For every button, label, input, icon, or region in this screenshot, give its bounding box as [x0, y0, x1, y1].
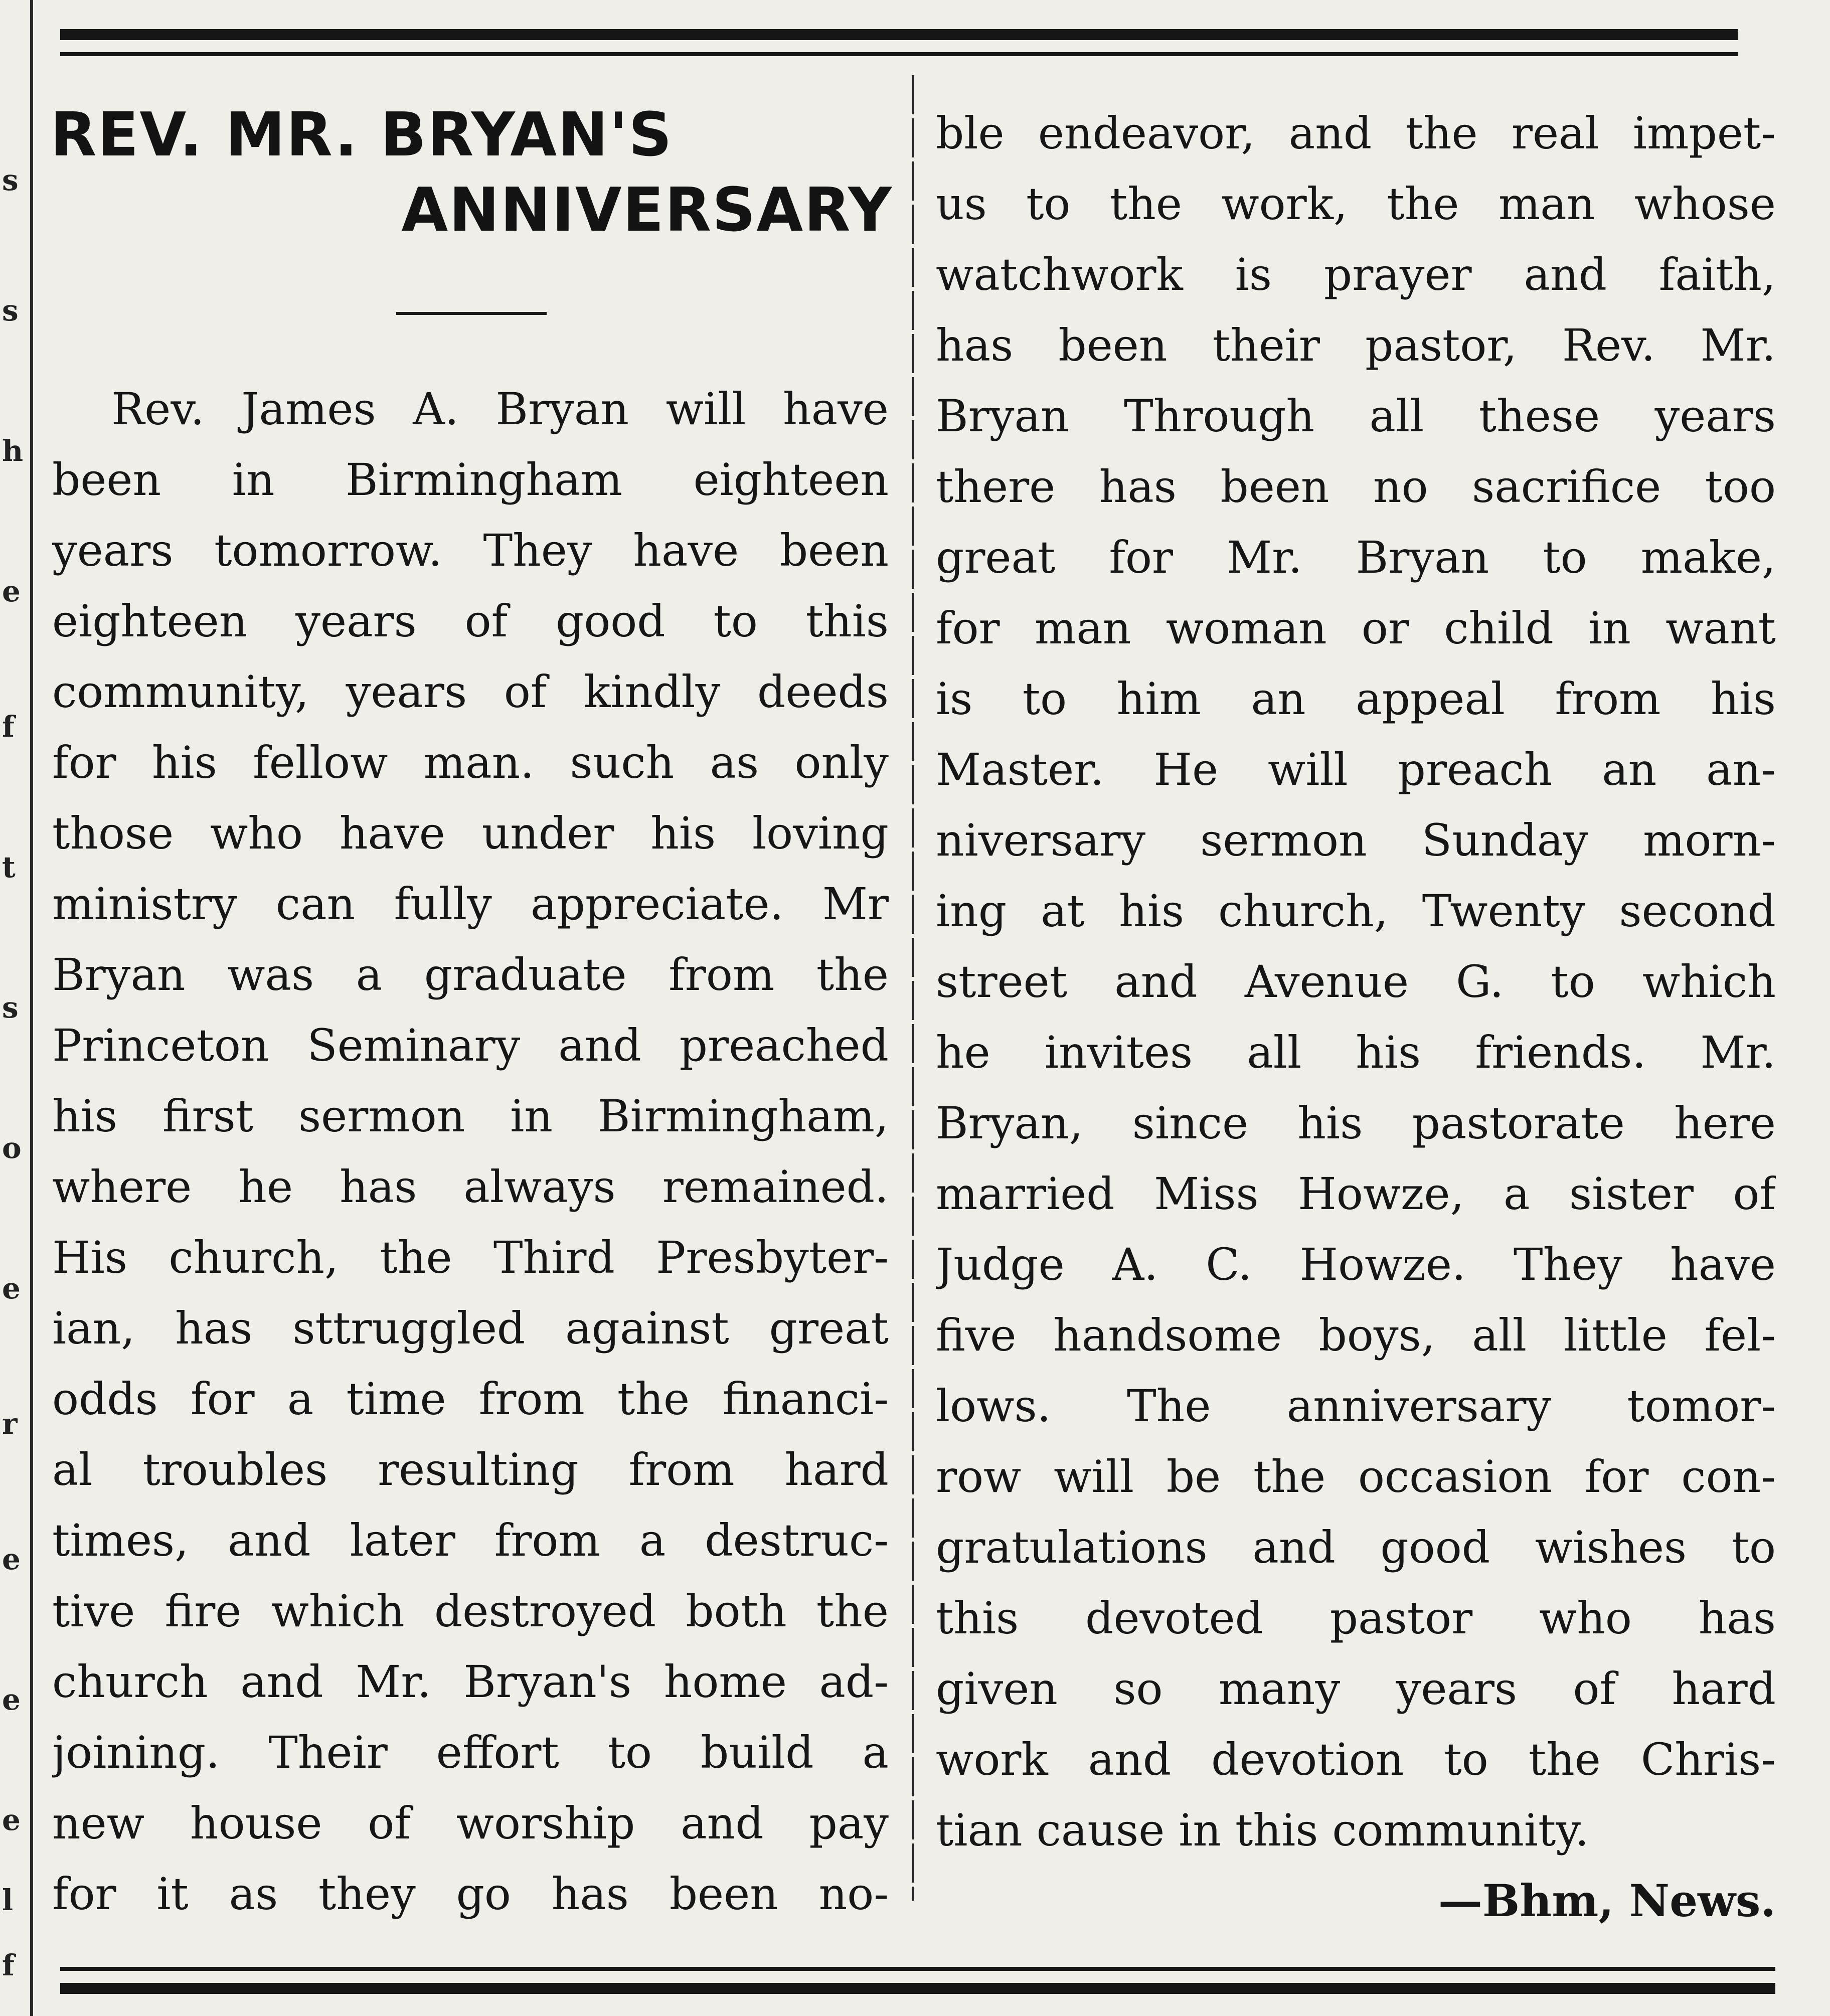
adjacent-column-fragment: l [2, 1883, 14, 1917]
article-text-line: niversary sermon Sunday morn- [936, 814, 1776, 866]
article-headline [50, 98, 893, 248]
article-text-line: church and Mr. Bryan's home ad- [52, 1656, 889, 1708]
article-text-line: times, and later from a destruc- [52, 1515, 889, 1566]
article-text-line: gratulations and good wishes to [936, 1522, 1776, 1573]
top-rule-thick [60, 29, 1738, 40]
article-text-line: ministry can fully appreciate. Mr [52, 878, 889, 930]
adjacent-column-fragment: f [2, 710, 15, 744]
article-text-line: new house of worship and pay [52, 1797, 889, 1849]
article-text-line: Bryan Through all these years [936, 390, 1776, 442]
column-divider [912, 75, 914, 1901]
article-text-line: watchwork is prayer and faith, [936, 249, 1776, 300]
right-column-text [936, 98, 1776, 1936]
article-text-line: tive fire which destroyed both the [52, 1585, 889, 1637]
article-text-line: there has been no sacrifice too [936, 461, 1776, 513]
article-text-line: ble endeavor, and the real impet- [936, 107, 1776, 159]
article-text-line: has been their pastor, Rev. Mr. [936, 319, 1776, 371]
article-text-line: Judge A. C. Howze. They have [936, 1239, 1776, 1290]
adjacent-column-fragment: s [2, 293, 19, 327]
article-text-line: al troubles resulting from hard [52, 1444, 889, 1495]
article-text-line: years tomorrow. They have been [52, 525, 889, 576]
article-text-line: ing at his church, Twenty second [936, 885, 1776, 937]
article-text-line: is to him an appeal from his [936, 673, 1776, 725]
article-text-line: community, years of kindly deeds [52, 666, 889, 718]
article-text-line: us to the work, the man whose [936, 178, 1776, 230]
article-text-line: Bryan, since his pastorate here [936, 1097, 1776, 1149]
adjacent-column-fragment: e [2, 1542, 21, 1576]
adjacent-column-fragment: s [2, 990, 19, 1025]
adjacent-column-fragment: f [2, 1948, 15, 1982]
headline-line-1: REV. MR. BRYAN'S [50, 100, 673, 170]
headline-separator [396, 312, 547, 315]
adjacent-column-fragment: r [2, 1407, 18, 1441]
article-text-line: for it as they go has been no- [52, 1868, 889, 1920]
adjacent-column-fragment: e [2, 574, 21, 608]
article-text-line: work and devotion to the Chris- [936, 1734, 1776, 1785]
left-column-text [52, 374, 889, 1929]
article-text-line: married Miss Howze, a sister of [936, 1168, 1776, 1220]
article-text-line: His church, the Third Presbyter- [52, 1232, 889, 1283]
top-rule-thin [60, 52, 1738, 56]
article-text-line: given so many years of hard [936, 1663, 1776, 1715]
article-text-line: tian cause in this community. [936, 1804, 1589, 1856]
adjacent-column-fragment: o [2, 1131, 22, 1165]
article-text-line: great for Mr. Bryan to make, [936, 532, 1776, 583]
article-text-line: where he has always remained. [52, 1161, 889, 1213]
article-text-line: five handsome boys, all little fel- [936, 1309, 1776, 1361]
adjacent-column-fragment: e [2, 1271, 21, 1305]
article-text-line: for his fellow man. such as only [52, 737, 889, 788]
adjacent-column-fragment: t [2, 850, 16, 884]
article-text-line: odds for a time from the financi- [52, 1373, 889, 1425]
article-text-line: Bryan was a graduate from the [52, 949, 889, 1000]
adjacent-column-fragment: h [2, 434, 24, 468]
article-text-line: Princeton Seminary and preached [52, 1020, 889, 1071]
adjacent-column-fragment: e [2, 1803, 21, 1837]
adjacent-column-fragment: s [2, 163, 19, 197]
article-attribution: —Bhm, News. [1438, 1875, 1776, 1927]
article-text-line: joining. Their effort to build a [52, 1727, 889, 1778]
adjacent-column-fragment: e [2, 1683, 21, 1717]
headline-line-2: ANNIVERSARY [401, 176, 893, 245]
article-text-line: lows. The anniversary tomor- [936, 1380, 1776, 1432]
article-text-line: for man woman or child in want [936, 602, 1776, 654]
article-text-line: this devoted pastor who has [936, 1592, 1776, 1644]
article-text-line: those who have under his loving [52, 807, 889, 859]
article-text-line: Master. He will preach an an- [936, 744, 1776, 795]
article-text-line: ian, has sttruggled against great [52, 1302, 889, 1354]
left-column-rule [30, 0, 33, 2016]
adjacent-column-fragments [0, 0, 24, 2016]
article-text-line: Rev. James A. Bryan will have [111, 383, 889, 435]
article-text-line: row will be the occasion for con- [936, 1451, 1776, 1502]
article-text-line: eighteen years of good to this [52, 595, 889, 647]
article-text-line: his first sermon in Birmingham, [52, 1090, 889, 1142]
article-text-line: street and Avenue G. to which [936, 956, 1776, 1007]
bottom-rule-thick [60, 1983, 1775, 1994]
article-text-line: been in Birmingham eighteen [52, 454, 889, 506]
article-text-line: he invites all his friends. Mr. [936, 1027, 1776, 1078]
bottom-rule-thin [60, 1967, 1775, 1971]
